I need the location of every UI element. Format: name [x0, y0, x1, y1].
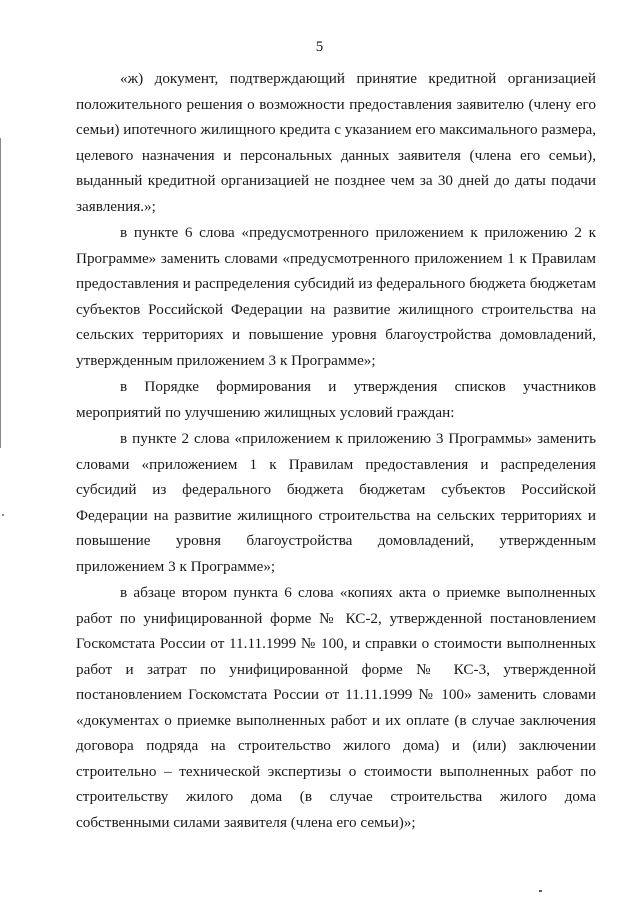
scan-edge-line: [0, 138, 1, 448]
paragraph-point-6-second-para: в абзаце втором пункта 6 слова «копиях акта о приемке выполненных работ по унифицированной форме № КС-2, утвержденной постановлением Госкомстата России от 11.11.1999 № 100, и справки о стоимости выполненных работ и затрат по унифицированной форме № КС-3, утвержденной постановлением Госкомстата России от 11.11.1999 № 100» заменить словами «документах о приемке выполненных работ и их оплате (в случае заключения договора подряда на строительство жилого дома) и (или) заключении строительно – технической экспертизы о стоимости выполненных работ по строительству жилого дома (в случае строительства жилого дома собственными силами заявителя (члена его семьи)»;: [76, 584, 596, 831]
paragraph-point-6: в пункте 6 слова «предусмотренного приложением к приложению 2 к Программе» заменить словами «предусмотренного приложением 1 к Правилам предоставления и распределения субсидий из федерального бюджета бюджетам субъектов Российской Федерации на развитие жилищного строительства на сельских территориях и повышение уровня благоустройства домовладений, утвержденным приложением 3 к Программе»;: [76, 224, 596, 369]
scan-speck: [539, 890, 542, 892]
paragraph-subitem-zh: «ж) документ, подтверждающий принятие кредитной организацией положительного решения о возможности предоставления заявителю (члену его семьи) ипотечного жилищного кредита с указанием его максимального размера, целевого назначения и персональных данных заявителя (члена его семьи), выданный кредитной организацией не позднее чем за 30 дней до даты подачи заявления.»;: [76, 70, 596, 215]
document-body: [76, 66, 596, 835]
paragraph-procedure-lists: в Порядке формирования и утверждения списков участников мероприятий по улучшению жилищных условий граждан:: [76, 378, 596, 421]
page-number: 5: [315, 39, 324, 55]
paragraph-point-2: в пункте 2 слова «приложением к приложению 3 Программы» заменить словами «приложением 1 к Правилам предоставления и распределения субсидий из федерального бюджета бюджетам субъектов Российской Федерации на развитие жилищного строительства на сельских территориях и повышение уровня благоустройства домовладений, утвержденным приложением 3 к Программе»;: [76, 430, 596, 575]
scan-edge-dot: [2, 514, 4, 516]
